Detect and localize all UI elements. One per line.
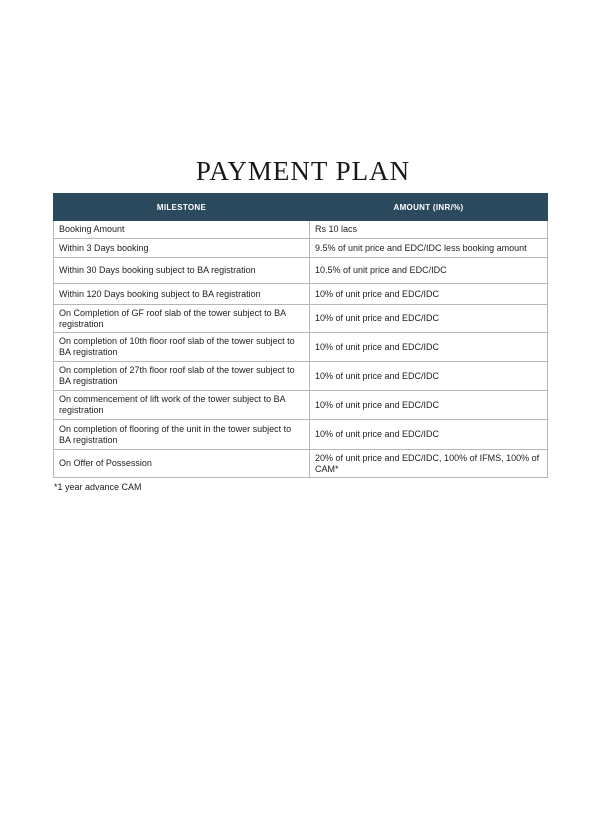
table-row xyxy=(54,420,548,450)
amount-cell: 10.5% of unit price and EDC/IDC xyxy=(310,258,548,284)
milestone-cell: On commencement of lift work of the tower subject to BA registration xyxy=(54,391,310,420)
table-row xyxy=(54,391,548,420)
milestone-cell: On completion of flooring of the unit in the tower subject to BA registration xyxy=(54,420,310,450)
milestone-cell: On completion of 10th floor roof slab of the tower subject to BA registration xyxy=(54,333,310,362)
milestone-cell: Within 3 Days booking xyxy=(54,239,310,258)
milestone-cell: On Completion of GF roof slab of the tower subject to BA registration xyxy=(54,305,310,333)
table-row xyxy=(54,333,548,362)
table-row xyxy=(54,305,548,333)
amount-cell: Rs 10 lacs xyxy=(310,221,548,239)
milestone-cell: Booking Amount xyxy=(54,221,310,239)
amount-cell: 10% of unit price and EDC/IDC xyxy=(310,420,548,450)
amount-cell: 10% of unit price and EDC/IDC xyxy=(310,305,548,333)
milestone-cell: Within 30 Days booking subject to BA registration xyxy=(54,258,310,284)
amount-cell: 10% of unit price and EDC/IDC xyxy=(310,284,548,305)
milestone-cell: On Offer of Possession xyxy=(54,450,310,478)
page-title: PAYMENT PLAN xyxy=(195,156,411,186)
amount-cell: 10% of unit price and EDC/IDC xyxy=(310,362,548,391)
table-row xyxy=(54,221,548,239)
amount-cell: 10% of unit price and EDC/IDC xyxy=(310,333,548,362)
amount-cell: 10% of unit price and EDC/IDC xyxy=(310,391,548,420)
column-header-milestone: MILESTONE xyxy=(54,194,310,221)
table-header-row xyxy=(54,194,548,221)
table-row xyxy=(54,450,548,478)
amount-cell: 9.5% of unit price and EDC/IDC less booking amount xyxy=(310,239,548,258)
table-row xyxy=(54,258,548,284)
table-row xyxy=(54,284,548,305)
milestone-cell: On completion of 27th floor roof slab of the tower subject to BA registration xyxy=(54,362,310,391)
footnote: *1 year advance CAM xyxy=(54,482,142,492)
column-header-amount: AMOUNT (INR/%) xyxy=(310,194,548,221)
amount-cell: 20% of unit price and EDC/IDC, 100% of IFMS, 100% of CAM* xyxy=(310,450,548,478)
milestone-cell: Within 120 Days booking subject to BA registration xyxy=(54,284,310,305)
payment-plan-table xyxy=(53,193,548,478)
table-row xyxy=(54,362,548,391)
table-row xyxy=(54,239,548,258)
